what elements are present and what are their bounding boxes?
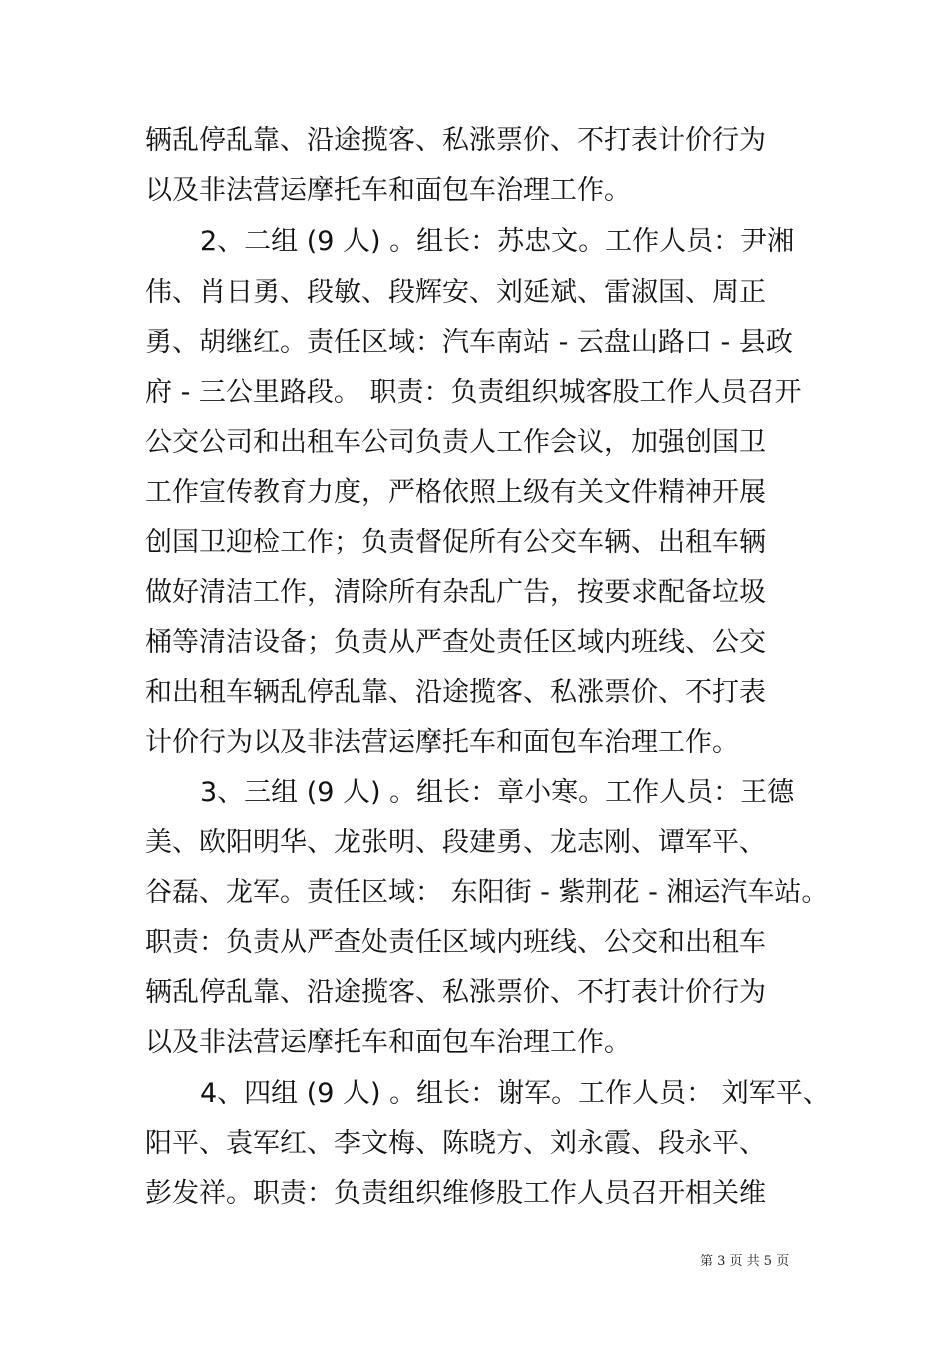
paragraph-start-line: 4、四组 (9 人) 。组长：谢军。工作人员： 刘军平、: [200, 1078, 830, 1109]
text-line: 以及非法营运摩托车和面包车治理工作。: [145, 1027, 631, 1058]
page-number-footer: 第 3 页 共 5 页: [700, 1254, 790, 1269]
text-line: 辆乱停乱靠、沿途揽客、私涨票价、不打表计价行为: [145, 125, 766, 156]
text-line: 公交公司和出租车公司负责人工作会议，加强创国卫: [145, 427, 766, 458]
text-line: 彭发祥。职责：负责组织维修股工作人员召开相关维: [145, 1178, 766, 1209]
paragraph-start-line: 3、三组 (9 人) 。组长：章小寒。工作人员：王德: [200, 777, 795, 808]
text-line: 府 - 三公里路段。 职责：负责组织城客股工作人员召开: [145, 377, 802, 408]
text-line: 伟、肖日勇、段敏、段辉安、刘延斌、雷淑国、周正: [145, 277, 766, 308]
text-line: 和出租车辆乱停乱靠、沿途揽客、私涨票价、不打表: [145, 677, 766, 708]
text-line: 美、欧阳明华、龙张明、段建勇、龙志刚、谭军平、: [145, 827, 766, 858]
text-line: 以及非法营运摩托车和面包车治理工作。: [145, 175, 631, 206]
text-line: 阳平、袁军红、李文梅、陈晓方、刘永霞、段永平、: [145, 1128, 766, 1159]
text-line: 桶等清洁设备；负责从严查处责任区域内班线、公交: [145, 627, 766, 658]
text-line: 做好清洁工作，清除所有杂乱广告，按要求配备垃圾: [145, 577, 766, 608]
text-line: 工作宣传教育力度，严格依照上级有关文件精神开展: [145, 477, 766, 508]
text-line: 谷磊、龙军。责任区域： 东阳街 - 紫荆花 - 湘运汽车站。: [145, 877, 829, 908]
text-line: 勇、胡继红。责任区域：汽车南站 - 云盘山路口 - 县政: [145, 327, 793, 358]
text-line: 计价行为以及非法营运摩托车和面包车治理工作。: [145, 727, 739, 758]
paragraph-start-line: 2、二组 (9 人) 。组长：苏忠文。工作人员：尹湘: [200, 226, 795, 257]
text-line: 职责：负责从严查处责任区域内班线、公交和出租车: [145, 927, 766, 958]
text-line: 辆乱停乱靠、沿途揽客、私涨票价、不打表计价行为: [145, 977, 766, 1008]
text-line: 创国卫迎检工作；负责督促所有公交车辆、出租车辆: [145, 527, 766, 558]
